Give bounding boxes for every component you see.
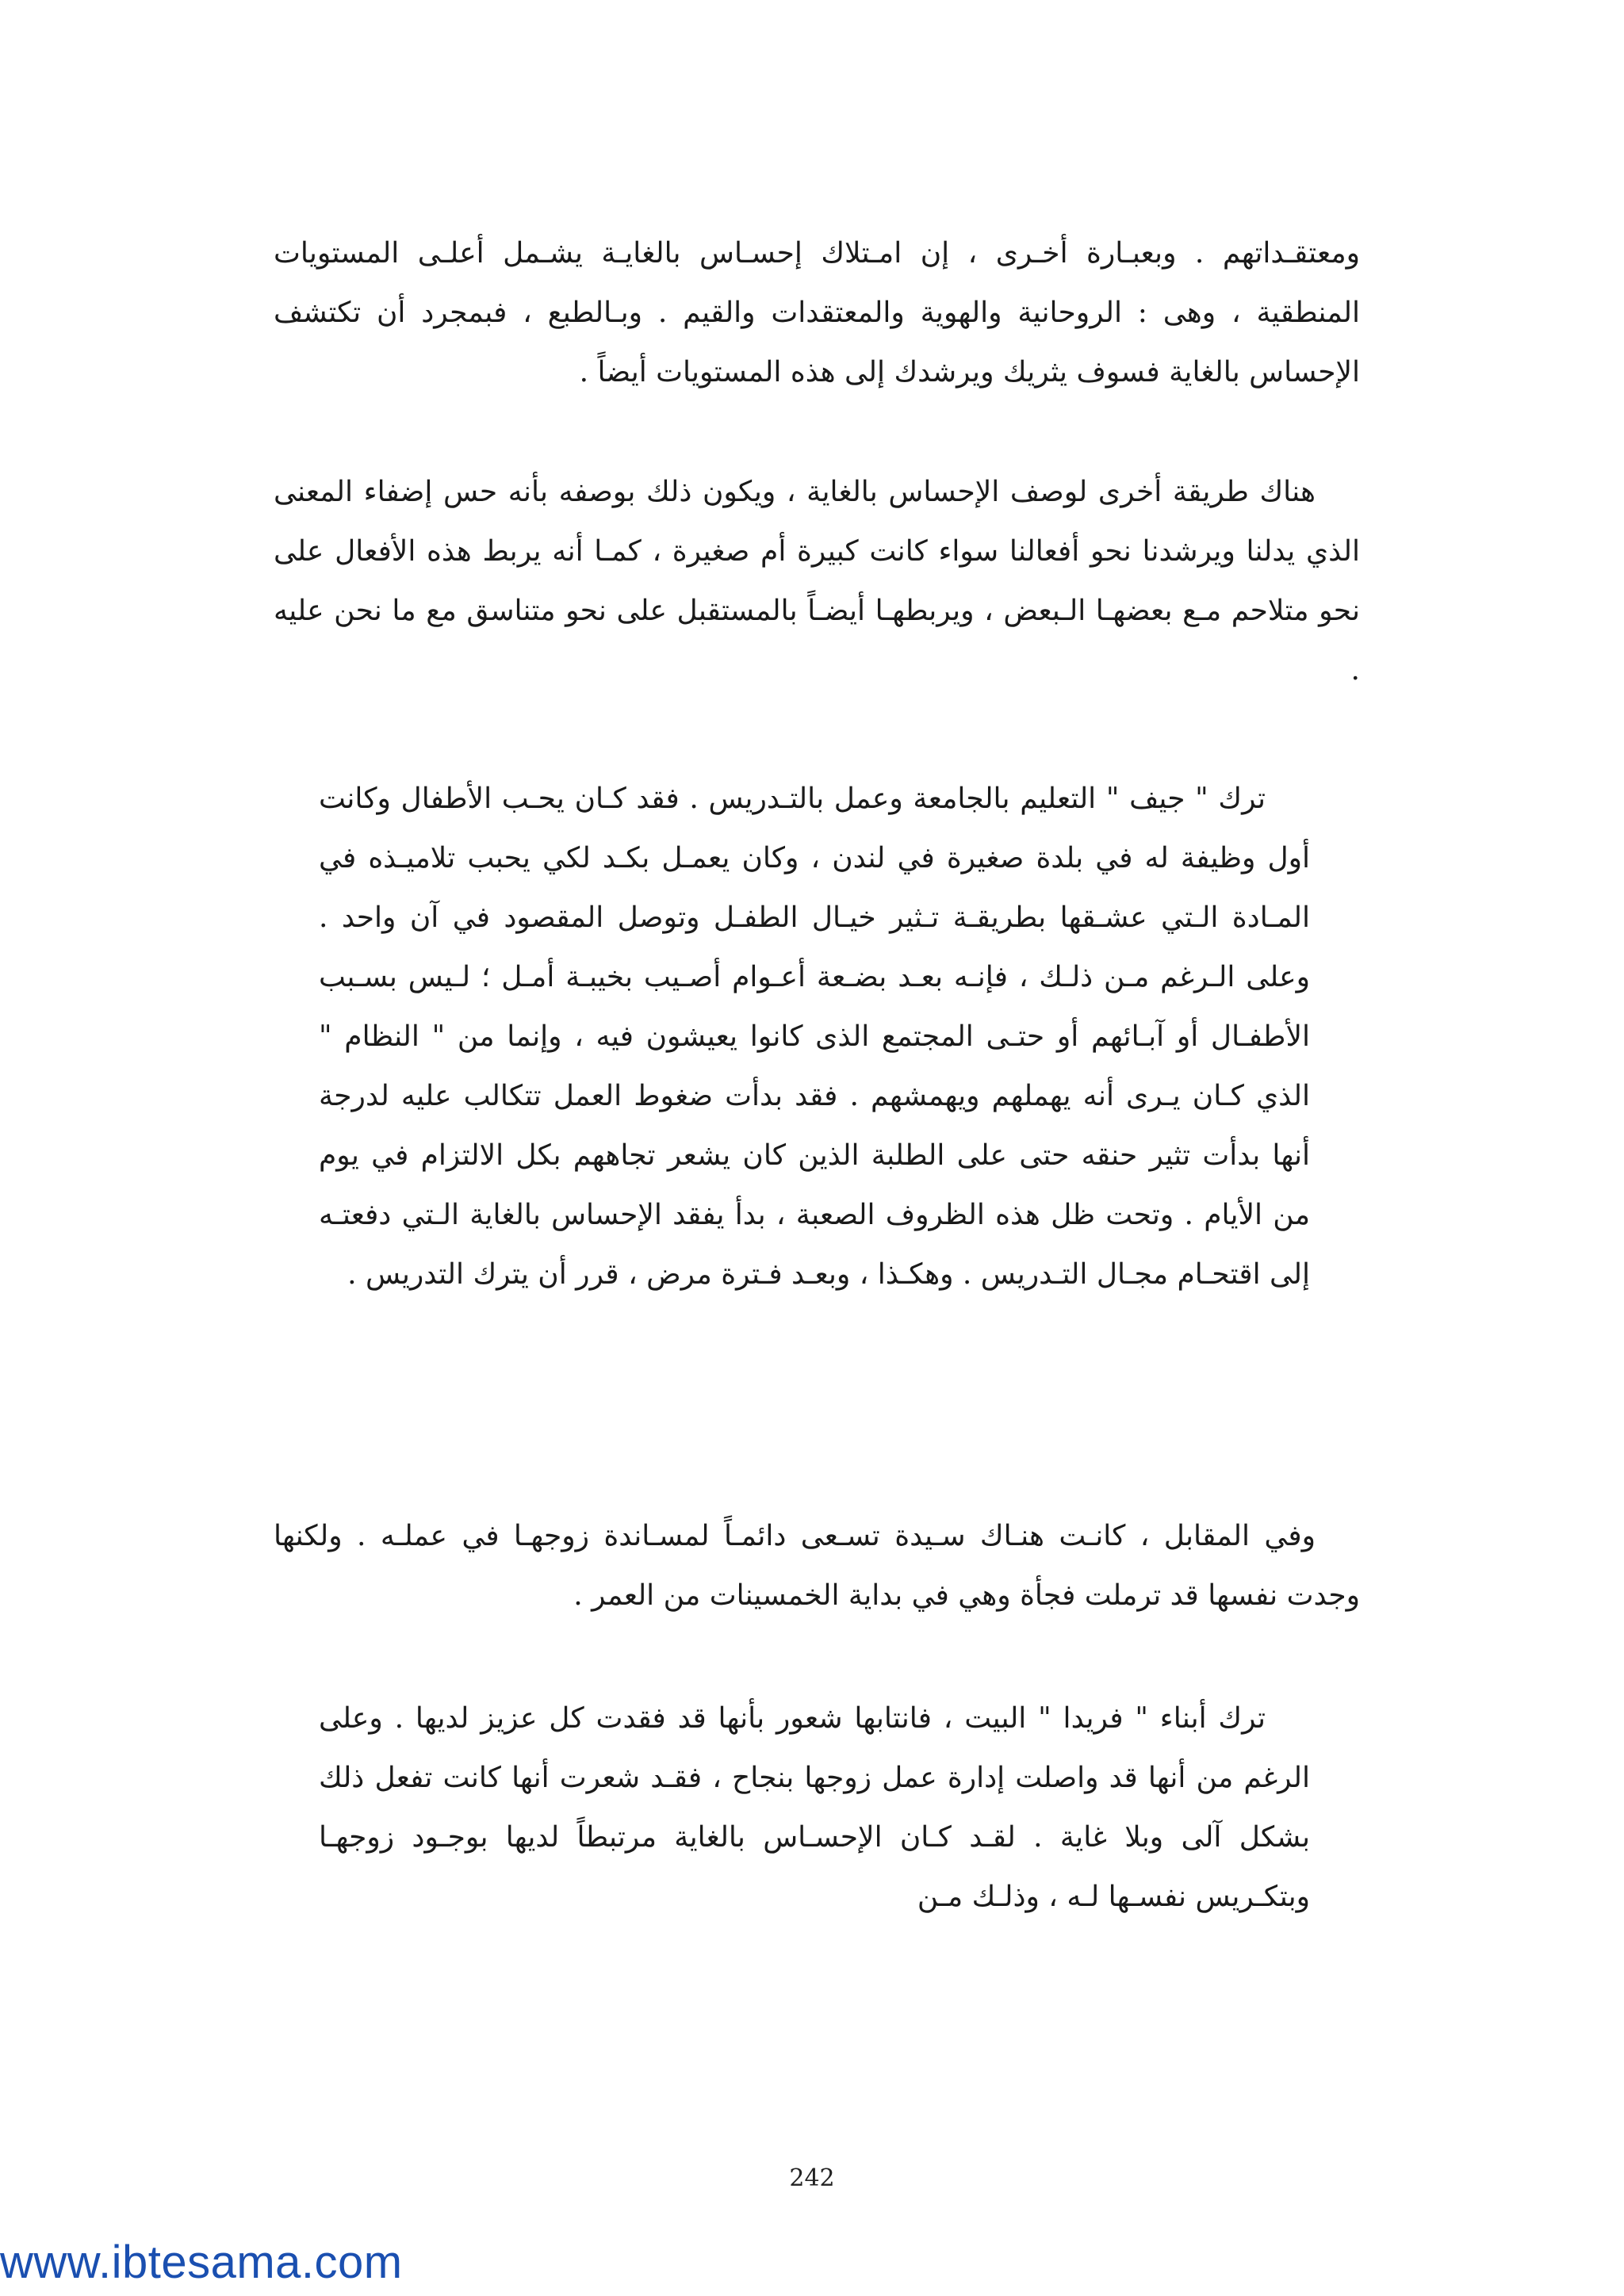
case-study-frida [319,1689,1310,1927]
case-study-jeff [319,769,1310,1304]
paragraph-text-1: ومعتقـداتهم . وبعبـارة أخـرى ، إن امـتلاك إحسـاس بالغايـة يشـمل أعلـى المستويات المنطقية ، وهى : الروحانية والهوية والمعتقدات والقيم . وبـالطبع ، فبمجرد أن تكتشف الإحساس بالغاية فسوف يثريك ويرشدك إلى هذه المستويات أيضاً . [274,237,1360,388]
paragraph-text-3: وفي المقابل ، كانـت هنـاك سـيدة تسـعى دائمـاً لمسـاندة زوجهـا في عملـه . ولكنها وجدت نفسها قد ترملت فجأة وهي في بداية الخمسينات من العمر . [274,1520,1360,1612]
paragraph-purpose-definition [274,462,1360,700]
paragraph-text-2: هناك طريقة أخرى لوصف الإحساس بالغاية ، ويكون ذلك بوصفه بأنه حس إضفاء المعنى الذي يدلنا ويرشدنا نحو أفعالنا سواء كانت كبيرة أم صغيرة ، كمـا أنه يربط هذه الأفعال على نحو متلاحم مـع بعضهـا الـبعض ، ويربطهـا أيضـاً بالمستقبل على نحو متناسق مع ما نحن عليه . [274,476,1360,687]
page-number: 242 [789,2164,835,2192]
site-watermark: www.ibtesama.com [0,2237,403,2288]
case-study-frida-text: ترك أبناء " فريدا " البيت ، فانتابها شعور بأنها قد فقدت كل عزيز لديها . وعلى الرغم من أنها قد واصلت إدارة عمل زوجها بنجاح ، فقـد شعرت أنها كانت تفعل ذلك بشكل آلى وبلا غاية . لقـد كـان الإحسـاس بالغاية مرتبطاً لديها بوجـود زوجهـا وبتكـريس نفسـها لـه ، وذلـك مـن [319,1702,1310,1913]
paragraph-continuation [274,224,1360,402]
paragraph-contrast [274,1506,1360,1625]
case-study-jeff-text: ترك " جيف " التعليم بالجامعة وعمل بالتـدريس . فقد كـان يحـب الأطفال وكانت أول وظيفة له في بلدة صغيرة في لندن ، وكان يعمـل بكـد لكي يحبب تلاميـذه في المـادة الـتي عشـقها بطريقـة تـثير خيـال الطفـل وتوصل المقصود في آن واحد . وعلى الـرغم مـن ذلـك ، فإنـه بعـد بضـعة أعـوام أصـيب بخيبـة أمـل ؛ لـيس بسـبب الأطفـال أو آبـائهم أو حتـى المجتمع الذى كانوا يعيشون فيه ، وإنما من " النظام " الذي كـان يـرى أنه يهملهم ويهمشهم . فقد بدأت ضغوط العمل تتكالب عليه لدرجة أنها بدأت تثير حنقه حتى على الطلبة الذين كان يشعر تجاههم بكل الالتزام في يوم من الأيام . وتحت ظل هذه الظروف الصعبة ، بدأ يفقد الإحساس بالغاية الـتي دفعتـه إلى اقتحـام مجـال التـدريس . وهكـذا ، وبعـد فـترة مرض ، قرر أن يترك التدريس . [319,783,1310,1291]
